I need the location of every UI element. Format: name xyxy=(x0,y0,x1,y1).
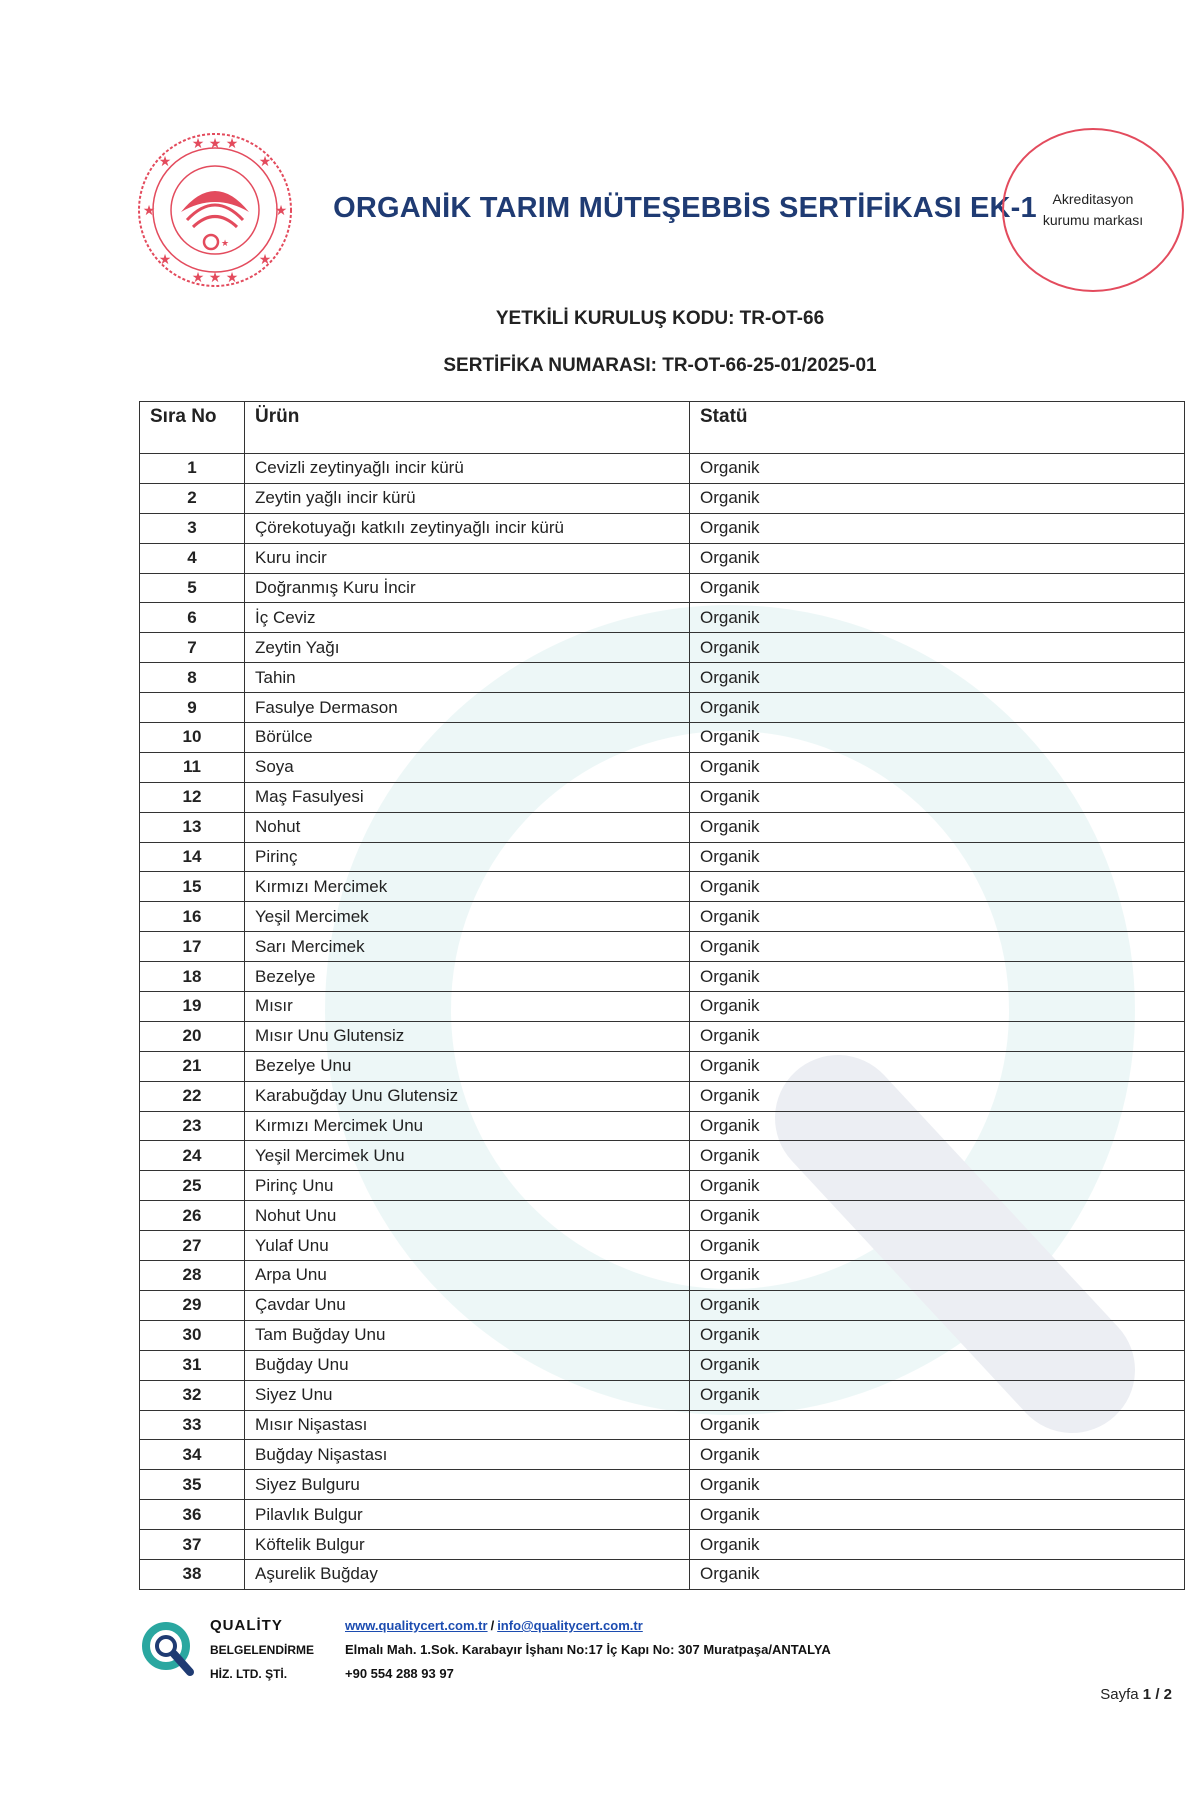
row-no: 20 xyxy=(140,1021,245,1051)
table-row xyxy=(140,1530,1185,1560)
company-name xyxy=(210,1614,314,1686)
table-row xyxy=(140,1231,1185,1261)
svg-text:★: ★ xyxy=(258,154,272,170)
email-link[interactable]: info@qualitycert.com.tr xyxy=(497,1618,643,1633)
table-row xyxy=(140,1261,1185,1291)
row-no: 12 xyxy=(140,782,245,812)
row-no: 14 xyxy=(140,842,245,872)
row-status: Organik xyxy=(690,1141,1185,1171)
row-status: Organik xyxy=(690,1320,1185,1350)
table-row xyxy=(140,1290,1185,1320)
table-row xyxy=(140,962,1185,992)
row-product: Yulaf Unu xyxy=(245,1231,690,1261)
page-current: 1 xyxy=(1142,1686,1152,1703)
row-no: 31 xyxy=(140,1350,245,1380)
accreditation-mark-label: Akreditasyon kurumu markası xyxy=(1042,191,1144,228)
table-row xyxy=(140,872,1185,902)
row-status: Organik xyxy=(690,1051,1185,1081)
row-no: 36 xyxy=(140,1500,245,1530)
row-product: Maş Fasulyesi xyxy=(245,782,690,812)
company-line-2: BELGELENDİRME xyxy=(210,1643,315,1657)
row-product: Buğday Unu xyxy=(245,1350,690,1380)
company-line-3: HİZ. LTD. ŞTİ. xyxy=(210,1667,288,1681)
row-status: Organik xyxy=(690,1470,1185,1500)
row-no: 6 xyxy=(140,603,245,633)
row-status: Organik xyxy=(690,782,1185,812)
table-row xyxy=(140,603,1185,633)
row-no: 37 xyxy=(140,1530,245,1560)
row-no: 16 xyxy=(140,902,245,932)
row-no: 34 xyxy=(140,1440,245,1470)
row-status: Organik xyxy=(690,454,1185,484)
authority-code: YETKİLİ KURULUŞ KODU: TR-OT-66 xyxy=(495,308,825,329)
row-product: Kırmızı Mercimek xyxy=(245,872,690,902)
row-no: 35 xyxy=(140,1470,245,1500)
row-no: 32 xyxy=(140,1380,245,1410)
row-status: Organik xyxy=(690,663,1185,693)
table-row xyxy=(140,1440,1185,1470)
table-row xyxy=(140,1051,1185,1081)
row-product: Nohut Unu xyxy=(245,1201,690,1231)
row-no: 15 xyxy=(140,872,245,902)
table-row xyxy=(140,842,1185,872)
svg-text:★: ★ xyxy=(274,203,288,219)
row-status: Organik xyxy=(690,1410,1185,1440)
svg-text:★ ★ ★: ★ ★ ★ xyxy=(191,136,239,152)
page-label: Sayfa xyxy=(1100,1686,1139,1703)
svg-text:★: ★ xyxy=(142,203,156,219)
row-product: Tahin xyxy=(245,663,690,693)
row-no: 11 xyxy=(140,752,245,782)
row-no: 10 xyxy=(140,723,245,753)
row-status: Organik xyxy=(690,842,1185,872)
row-no: 29 xyxy=(140,1290,245,1320)
table-row xyxy=(140,932,1185,962)
page-total: 2 xyxy=(1163,1686,1172,1703)
row-no: 3 xyxy=(140,513,245,543)
row-no: 7 xyxy=(140,633,245,663)
row-product: Aşurelik Buğday xyxy=(245,1559,690,1589)
svg-text:★: ★ xyxy=(258,252,272,268)
table-row xyxy=(140,1380,1185,1410)
row-status: Organik xyxy=(690,1201,1185,1231)
row-product: Çörekotuyağı katkılı zeytinyağlı incir kürü xyxy=(245,513,690,543)
table-row xyxy=(140,1410,1185,1440)
product-table xyxy=(139,401,1185,1590)
row-status: Organik xyxy=(690,872,1185,902)
quality-logo xyxy=(138,1618,198,1678)
table-row xyxy=(140,1470,1185,1500)
table-row xyxy=(140,782,1185,812)
row-status: Organik xyxy=(690,1111,1185,1141)
row-product: Yeşil Mercimek xyxy=(245,902,690,932)
row-no: 19 xyxy=(140,992,245,1022)
row-no: 30 xyxy=(140,1320,245,1350)
table-row xyxy=(140,1141,1185,1171)
table-row xyxy=(140,1320,1185,1350)
row-no: 4 xyxy=(140,543,245,573)
row-status: Organik xyxy=(690,633,1185,663)
row-status: Organik xyxy=(690,1290,1185,1320)
row-status: Organik xyxy=(690,1559,1185,1589)
row-no: 33 xyxy=(140,1410,245,1440)
table-header-row xyxy=(140,402,1185,454)
row-product: Kuru incir xyxy=(245,543,690,573)
row-product: Mısır xyxy=(245,992,690,1022)
row-status: Organik xyxy=(690,573,1185,603)
row-product: Doğranmış Kuru İncir xyxy=(245,573,690,603)
row-product: Karabuğday Unu Glutensiz xyxy=(245,1081,690,1111)
table-row xyxy=(140,693,1185,723)
table-row xyxy=(140,573,1185,603)
company-brand: QUALİTY xyxy=(210,1617,283,1634)
row-no: 22 xyxy=(140,1081,245,1111)
header-product: Ürün xyxy=(245,402,690,454)
row-product: Bezelye Unu xyxy=(245,1051,690,1081)
row-product: Zeytin yağlı incir kürü xyxy=(245,483,690,513)
table-row xyxy=(140,513,1185,543)
table-row xyxy=(140,902,1185,932)
row-no: 5 xyxy=(140,573,245,603)
row-no: 28 xyxy=(140,1261,245,1291)
row-no: 8 xyxy=(140,663,245,693)
row-product: Börülce xyxy=(245,723,690,753)
row-no: 9 xyxy=(140,693,245,723)
row-product: Bezelye xyxy=(245,962,690,992)
row-no: 13 xyxy=(140,812,245,842)
table-row xyxy=(140,1021,1185,1051)
row-status: Organik xyxy=(690,693,1185,723)
row-product: İç Ceviz xyxy=(245,603,690,633)
table-row xyxy=(140,1111,1185,1141)
table-row xyxy=(140,1201,1185,1231)
row-product: Nohut xyxy=(245,812,690,842)
row-product: Siyez Unu xyxy=(245,1380,690,1410)
header-no: Sıra No xyxy=(140,402,245,454)
row-status: Organik xyxy=(690,992,1185,1022)
row-status: Organik xyxy=(690,1081,1185,1111)
phone: +90 554 288 93 97 xyxy=(345,1666,454,1681)
row-product: Arpa Unu xyxy=(245,1261,690,1291)
table-row xyxy=(140,723,1185,753)
row-status: Organik xyxy=(690,723,1185,753)
table-row xyxy=(140,454,1185,484)
row-no: 26 xyxy=(140,1201,245,1231)
row-status: Organik xyxy=(690,603,1185,633)
row-no: 38 xyxy=(140,1559,245,1589)
row-no: 27 xyxy=(140,1231,245,1261)
row-product: Pirinç xyxy=(245,842,690,872)
svg-text:★: ★ xyxy=(158,252,172,268)
row-status: Organik xyxy=(690,1440,1185,1470)
row-product: Pirinç Unu xyxy=(245,1171,690,1201)
row-product: Köftelik Bulgur xyxy=(245,1530,690,1560)
row-status: Organik xyxy=(690,1500,1185,1530)
row-product: Zeytin Yağı xyxy=(245,633,690,663)
row-no: 24 xyxy=(140,1141,245,1171)
row-status: Organik xyxy=(690,1021,1185,1051)
row-no: 18 xyxy=(140,962,245,992)
row-no: 1 xyxy=(140,454,245,484)
row-product: Fasulye Dermason xyxy=(245,693,690,723)
row-product: Kırmızı Mercimek Unu xyxy=(245,1111,690,1141)
row-status: Organik xyxy=(690,1261,1185,1291)
svg-text:★: ★ xyxy=(158,154,172,170)
row-product: Cevizli zeytinyağlı incir kürü xyxy=(245,454,690,484)
row-product: Buğday Nişastası xyxy=(245,1440,690,1470)
table-row xyxy=(140,1500,1185,1530)
row-status: Organik xyxy=(690,543,1185,573)
certificate-number: SERTİFİKA NUMARASI: TR-OT-66-25-01/2025-01 xyxy=(443,355,877,376)
header-status: Statü xyxy=(690,402,1185,454)
table-row xyxy=(140,1081,1185,1111)
row-status: Organik xyxy=(690,1171,1185,1201)
table-row xyxy=(140,812,1185,842)
link-separator: / xyxy=(490,1618,495,1633)
table-row xyxy=(140,663,1185,693)
svg-text:★: ★ xyxy=(221,239,230,249)
row-no: 17 xyxy=(140,932,245,962)
table-row xyxy=(140,483,1185,513)
row-status: Organik xyxy=(690,752,1185,782)
row-status: Organik xyxy=(690,812,1185,842)
table-row xyxy=(140,543,1185,573)
table-row xyxy=(140,633,1185,663)
table-row xyxy=(140,1350,1185,1380)
address: Elmalı Mah. 1.Sok. Karabayır İşhanı No:17 İç Kapı No: 307 Muratpaşa/ANTALYA xyxy=(345,1642,831,1657)
table-row xyxy=(140,752,1185,782)
page-number xyxy=(1100,1686,1172,1703)
row-status: Organik xyxy=(690,1231,1185,1261)
row-product: Tam Buğday Unu xyxy=(245,1320,690,1350)
svg-text:★ ★ ★: ★ ★ ★ xyxy=(191,270,239,286)
row-no: 2 xyxy=(140,483,245,513)
row-status: Organik xyxy=(690,902,1185,932)
row-product: Soya xyxy=(245,752,690,782)
row-product: Mısır Unu Glutensiz xyxy=(245,1021,690,1051)
row-product: Sarı Mercimek xyxy=(245,932,690,962)
accreditation-mark xyxy=(1002,128,1184,292)
document-title: ORGANİK TARIM MÜTEŞEBBİS SERTİFİKASI EK-1 xyxy=(333,192,1037,224)
row-no: 21 xyxy=(140,1051,245,1081)
row-status: Organik xyxy=(690,1530,1185,1560)
row-status: Organik xyxy=(690,962,1185,992)
website-link[interactable]: www.qualitycert.com.tr xyxy=(345,1618,488,1633)
table-row xyxy=(140,1559,1185,1589)
page-sep: / xyxy=(1155,1686,1160,1703)
table-row xyxy=(140,1171,1185,1201)
row-product: Siyez Bulguru xyxy=(245,1470,690,1500)
row-no: 23 xyxy=(140,1111,245,1141)
row-product: Pilavlık Bulgur xyxy=(245,1500,690,1530)
row-status: Organik xyxy=(690,513,1185,543)
row-product: Çavdar Unu xyxy=(245,1290,690,1320)
table-row xyxy=(140,992,1185,1022)
row-product: Yeşil Mercimek Unu xyxy=(245,1141,690,1171)
row-status: Organik xyxy=(690,932,1185,962)
row-no: 25 xyxy=(140,1171,245,1201)
row-status: Organik xyxy=(690,483,1185,513)
row-status: Organik xyxy=(690,1350,1185,1380)
row-status: Organik xyxy=(690,1380,1185,1410)
contact-block xyxy=(345,1614,831,1686)
row-product: Mısır Nişastası xyxy=(245,1410,690,1440)
